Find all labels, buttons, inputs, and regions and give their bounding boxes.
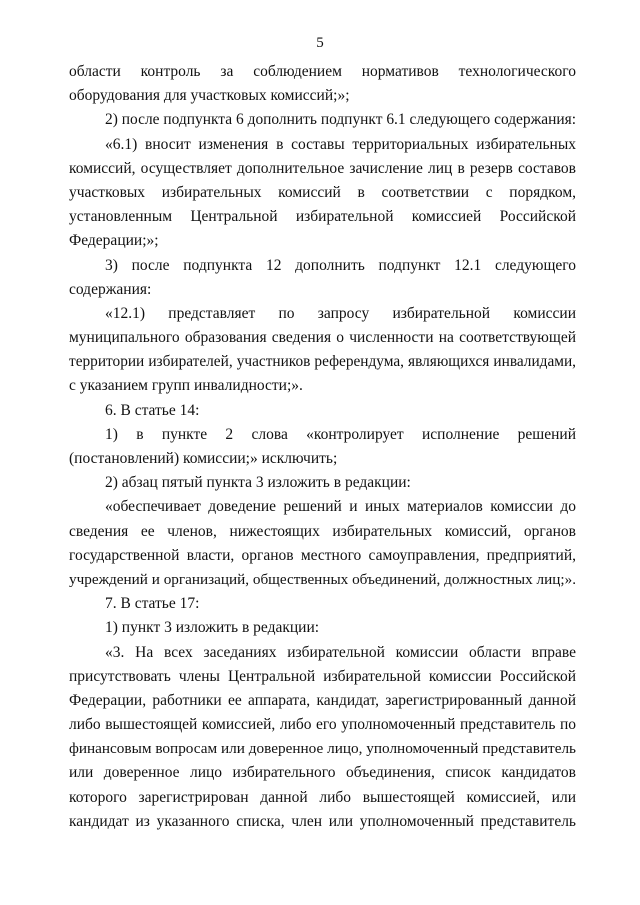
text-line: 3) после подпункта 12 дополнить подпункт 12.1 следующего [105,256,576,274]
text-line: 6. В статье 14: [105,401,200,419]
text-line: с указанием групп инвалидности;». [69,377,303,395]
text-line: кандидат из указанного списка, член или уполномоченный представитель [69,812,576,830]
text-line: комиссий, осуществляет дополнительное зачисление лиц в резерв составов [69,159,576,177]
text-line: «12.1) представляет по запросу избирательной комиссии [105,304,576,322]
text-line: Федерации, работники ее аппарата, кандидат, зарегистрированный данной [69,691,576,709]
text-line: «3. На всех заседаниях избирательной комиссии области вправе [105,643,576,661]
text-line: муниципального образования сведения о численности на соответствующей [69,329,576,347]
text-line: государственной власти, органов местного самоуправления, предприятий, [69,546,576,564]
text-line: участковых избирательных комиссий в соответствии с порядком, [69,183,576,201]
text-line: финансовым вопросам или доверенное лицо, уполномоченный представитель [69,740,576,758]
text-line: которого зарегистрирован данной либо вышестоящей комиссией, или [69,788,576,806]
text-line: или доверенное лицо избирательного объединения, список кандидатов [69,764,576,782]
text-line: оборудования для участковых комиссий;»; [69,87,350,105]
text-line: области контроль за соблюдением нормативов технологического [69,63,576,80]
text-line: «6.1) вносит изменения в составы территориальных избирательных [105,135,576,153]
text-line: 7. В статье 17: [105,595,200,613]
text-line: (постановлений) комиссии;» исключить; [69,450,338,467]
text-line: содержания: [69,280,152,298]
document-body [69,60,576,834]
text-line: присутствовать члены Центральной избирательной комиссии Российской [69,667,576,685]
text-line: учреждений и организаций, общественных объединений, должностных лиц;». [69,570,576,588]
text-line: либо вышестоящей комиссией, либо его уполномоченный представитель по [69,716,576,734]
text-line: «обеспечивает доведение решений и иных материалов комиссии до [105,498,576,516]
text-line: Федерации;»; [69,232,159,250]
text-line: территории избирателей, участников референдума, являющихся инвалидами, [69,353,576,371]
text-line: сведения ее членов, нижестоящих избирательных комиссий, органов [69,522,576,540]
text-line: 2) после подпункта 6 дополнить подпункт 6.1 следующего содержания: [105,111,576,129]
text-line: 1) в пункте 2 слова «контролирует исполнение решений [105,425,576,443]
text-line: установленным Центральной избирательной комиссией Российской [69,208,576,226]
text-line: 1) пункт 3 изложить в редакции: [105,619,320,637]
text-line: 2) абзац пятый пункта 3 изложить в редакции: [105,474,411,492]
page-number: 5 [316,35,324,51]
